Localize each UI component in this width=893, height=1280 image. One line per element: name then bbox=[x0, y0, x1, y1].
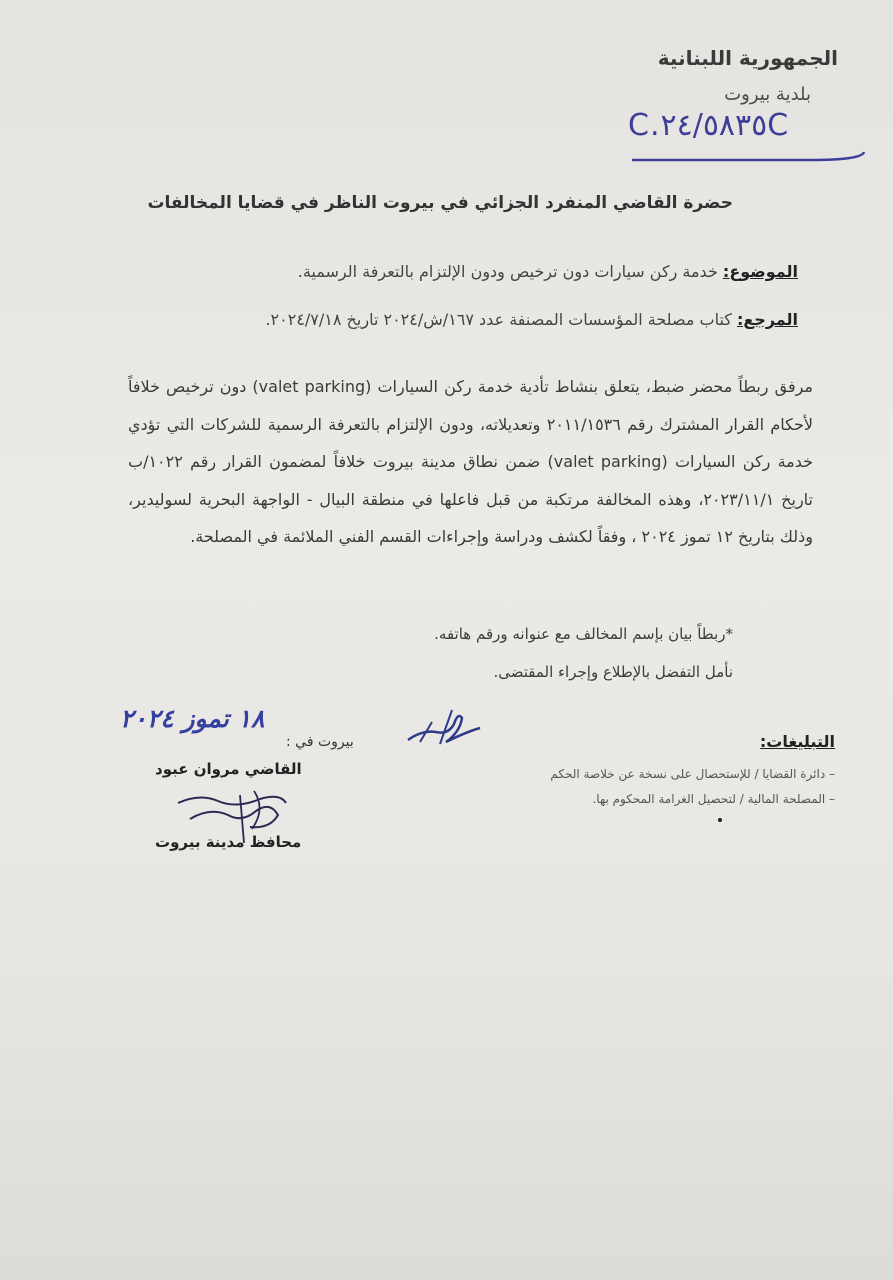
reference-label: المرجع: bbox=[736, 310, 798, 329]
subject-text: خدمة ركن سيارات دون ترخيص ودون الإلتزام بالتعرفة الرسمية. bbox=[297, 262, 723, 281]
judge-name: القاضي مروان عبود bbox=[155, 760, 302, 778]
header-country: الجمهورية اللبنانية bbox=[657, 46, 838, 70]
subject-label: الموضوع: bbox=[722, 262, 798, 281]
attachment-note: *ربطاً بيان بإسم المخالف مع عنوانه ورقم هاتفه. bbox=[434, 625, 733, 643]
governor-title: محافظ مدينة بيروت bbox=[155, 833, 302, 851]
initials-signature bbox=[402, 702, 484, 750]
subject-line bbox=[298, 262, 798, 281]
handwritten-date: ١٨ تموز ٢٠٢٤ bbox=[120, 704, 265, 733]
header-municipality: بلدية بيروت bbox=[724, 84, 811, 105]
reference-line bbox=[265, 310, 798, 329]
ink-dot bbox=[718, 818, 722, 822]
closing-line: نأمل التفضل بالإطلاع وإجراء المقتضى. bbox=[493, 663, 733, 681]
handwritten-ref-number: C.٢٤/٥٨٣٥C bbox=[628, 108, 790, 143]
notifications-title: التبليغات: bbox=[759, 732, 835, 751]
body-paragraph: مرفق ربطاً محضر ضبط، يتعلق بنشاط تأدية خدمة ركن السيارات (valet parking) دون ترخيص خلافاً لأحكام القرار المشترك رقم ٢٠١١/١٥٣٦ وتعديلاته، ودون الإلتزام بالتعرفة الرسمية للشركات التي تؤدي خدمة ركن السيارات (valet parking) ضمن نطاق مدينة بيروت خلافاً لمضمون القرار رقم ١٠٢٢/ب تاريخ ٢٠٢٣/١١/١، وهذه المخالفة مرتكبة من قبل فاعلها في منطقة البيال - الواجهة البحرية لسوليدير، وذلك بتاريخ ١٢ تموز ٢٠٢٤ ، وفقاً لكشف ودراسة وإجراءات القسم الفني الملائمة في المصلحة. bbox=[128, 377, 814, 546]
governor-signature bbox=[170, 785, 290, 850]
ref-underline-stroke bbox=[630, 148, 866, 168]
notification-item: – دائرة القضايا / للإستحصال على نسخة عن خلاصة الحكم bbox=[550, 767, 835, 781]
place-date-label: بيروت في : bbox=[286, 734, 354, 750]
notifications-list bbox=[550, 762, 835, 812]
notification-item: – المصلحة المالية / لتحصيل الغرامة المحكوم بها. bbox=[592, 792, 835, 806]
reference-text: كتاب مصلحة المؤسسات المصنفة عدد ١٦٧/ش/٢٠٢٤ تاريخ ٢٠٢٤/٧/١٨. bbox=[265, 310, 737, 329]
addressee: حضرة القاضي المنفرد الجزائي في بيروت الناظر في قضايا المخالفات bbox=[147, 193, 733, 213]
